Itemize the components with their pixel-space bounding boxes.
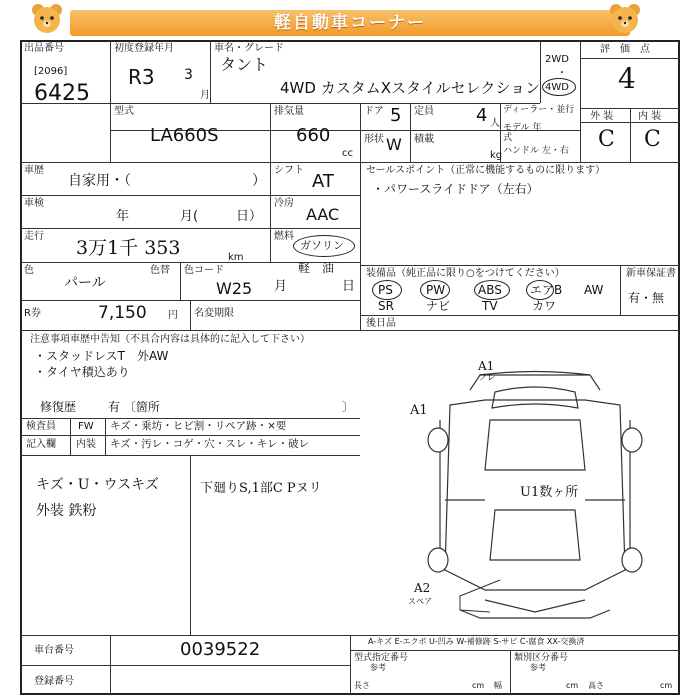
shift: AT bbox=[312, 171, 334, 192]
mileage: 3万1千 353 bbox=[76, 237, 181, 259]
usage-label: 車歴 bbox=[24, 165, 44, 176]
color: パール bbox=[64, 275, 106, 291]
displacement-label: 排気量 bbox=[274, 106, 304, 117]
recycle-unit: 円 bbox=[168, 310, 178, 321]
length-label: 長さ bbox=[354, 681, 370, 690]
color-change-label: 色替 bbox=[150, 265, 170, 276]
inspector-entry-label: 記入欄 bbox=[26, 439, 56, 450]
equipment-sr: SR bbox=[378, 299, 394, 313]
car-name: タント bbox=[220, 55, 269, 74]
car-name-label: 車名・グレード bbox=[214, 43, 284, 54]
4wd-circle-mark bbox=[542, 78, 576, 96]
chassis-number: 0039522 bbox=[180, 639, 261, 660]
capacity-unit: 人 bbox=[490, 118, 500, 129]
header-banner bbox=[0, 0, 700, 40]
rating-value: 4 bbox=[618, 62, 636, 95]
ps-circle-mark bbox=[372, 280, 402, 300]
damage-code-a2: A2 bbox=[414, 581, 431, 595]
exterior-rating: C bbox=[598, 127, 615, 152]
air-conditioner: AAC bbox=[306, 205, 340, 224]
inspector-label: 検査員 bbox=[26, 421, 56, 432]
model-type-label: 型式 bbox=[114, 106, 134, 117]
month-unit: 月 bbox=[200, 90, 210, 101]
fuel-diesel: 軽 油 bbox=[298, 261, 335, 275]
exterior-rating-label: 外 装 bbox=[590, 111, 614, 122]
load-label: 積載 bbox=[414, 134, 434, 145]
handwritten-note: キズ・U・ウスキズ bbox=[36, 477, 159, 493]
lot-number: 6425 bbox=[34, 81, 90, 106]
damage-code-a1: A1 bbox=[410, 403, 428, 418]
color-code: W25 bbox=[216, 279, 253, 298]
type-designation-label: 型式指定番号 bbox=[354, 653, 409, 663]
equipment-aw: AW bbox=[584, 283, 604, 297]
color-code-label: 色コード bbox=[184, 265, 224, 276]
fw-items: キズ・乗坊・ヒビ割・リペア跡・×要 bbox=[110, 420, 287, 432]
doors-label: ドア bbox=[364, 106, 384, 117]
equipment-navi: ナビ bbox=[426, 299, 451, 313]
chassis-number-label: 車台番号 bbox=[34, 645, 74, 656]
damage-legend: A-キズ E-エクボ U-凹み W-補修跡 S-サビ C-腐食 XX-交換済 bbox=[368, 637, 585, 646]
interior-label: 内装 bbox=[76, 439, 96, 450]
page-title: 軽自動車コーナー bbox=[274, 13, 426, 33]
fuel-label: 燃料 bbox=[274, 231, 294, 242]
4wd-label: 4WD bbox=[545, 82, 569, 93]
model-year-label: モデル 年式 bbox=[503, 123, 542, 143]
shape-label: 形状 bbox=[364, 134, 384, 145]
equipment-tv: TV bbox=[482, 299, 498, 313]
rating-label: 評 価 点 bbox=[600, 44, 650, 55]
recycle-fee: 7,150 bbox=[98, 303, 147, 323]
abs-circle-mark bbox=[474, 280, 510, 300]
dealer-label: ディーラー・並行 bbox=[503, 105, 575, 115]
note-item: ・タイヤ積込あり bbox=[34, 365, 130, 379]
fw-label: FW bbox=[78, 421, 94, 432]
handwritten-note: 外装 鉄粉 bbox=[36, 503, 97, 519]
handle-label: ハンドル 左・右 bbox=[503, 146, 569, 156]
height-label: 高さ bbox=[588, 681, 604, 690]
fuel-gasoline: ガソリン bbox=[300, 239, 344, 252]
notes-label: 注意事項車歴中告知（不具合内容は具体的に記入して下さい） bbox=[30, 334, 310, 345]
ac-label: 冷房 bbox=[274, 198, 294, 209]
displacement: 660 bbox=[296, 125, 331, 146]
bear-mascot-icon bbox=[30, 2, 64, 36]
after-delivery-label: 後日品 bbox=[366, 318, 396, 329]
interior-rating-label: 内 装 bbox=[638, 111, 662, 122]
damage-sub-label: フレ bbox=[478, 373, 496, 383]
shape: W bbox=[386, 135, 402, 154]
model-type: LA660S bbox=[150, 125, 219, 146]
handwritten-note: 下廻りS,1部C Pヌリ bbox=[200, 481, 322, 496]
displacement-unit: cc bbox=[342, 148, 353, 159]
first-registration-year: R3 bbox=[128, 65, 155, 89]
doors: 5 bbox=[390, 105, 402, 126]
inspection-label: 車検 bbox=[24, 198, 44, 209]
width-label: 幅 bbox=[494, 681, 502, 690]
mileage-label: 走行 bbox=[24, 231, 44, 242]
shift-label: シフト bbox=[274, 165, 304, 176]
capacity: 4 bbox=[476, 105, 488, 126]
equipment-leather: カワ bbox=[532, 299, 557, 313]
lot-sub-number: [2096] bbox=[34, 66, 68, 77]
equipment-airbag: エアB bbox=[530, 283, 563, 297]
first-registration-label: 初度登録年月 bbox=[114, 43, 174, 54]
interior-rating: C bbox=[644, 127, 661, 152]
2wd-label: 2WD bbox=[545, 54, 569, 65]
registration-number-label: 登録番号 bbox=[34, 676, 74, 687]
color-label: 色 bbox=[24, 265, 34, 276]
sales-point-item: ・パワースライドドア（左右） bbox=[372, 182, 539, 196]
mileage-unit: km bbox=[228, 252, 244, 263]
spare-label: スペア bbox=[408, 597, 432, 606]
load-unit: kg bbox=[490, 150, 503, 161]
equipment-ps: PS bbox=[378, 283, 393, 297]
equipment-label: 装備品（純正品に限り○をつけてください） bbox=[366, 268, 565, 279]
equipment-pw: PW bbox=[426, 283, 446, 297]
sales-points-label: セールスポイント（正常に機能するものに限ります） bbox=[366, 165, 606, 176]
name-change-label: 名変期限 bbox=[194, 308, 234, 319]
repair-history-label: 修復歴 bbox=[40, 400, 77, 414]
repair-history: 有 〔箇所 bbox=[108, 400, 160, 414]
equipment-abs: ABS bbox=[478, 283, 502, 297]
first-registration-month: 3 bbox=[184, 67, 193, 83]
note-item: ・スタッドレスT 外AW bbox=[34, 349, 169, 363]
capacity-label: 定員 bbox=[414, 106, 434, 117]
new-warranty-label: 新車保証書 bbox=[626, 268, 676, 279]
pw-circle-mark bbox=[420, 280, 450, 300]
lot-number-label: 出品番号 bbox=[24, 43, 64, 54]
gasoline-circle-mark bbox=[293, 235, 355, 257]
airbag-circle-mark bbox=[526, 280, 554, 300]
damage-code-a1-front: A1 bbox=[478, 359, 495, 373]
category-number-label: 類別区分番号 bbox=[514, 653, 569, 663]
car-grade: 4WD カスタムXスタイルセレクション bbox=[280, 79, 541, 97]
warranty-values: 有・無 bbox=[628, 291, 665, 305]
recycle-label: R券 bbox=[24, 308, 41, 319]
usage: 自家用・（ bbox=[68, 173, 131, 189]
interior-items: キズ・汚レ・コゲ・穴・スレ・キレ・破レ bbox=[110, 438, 310, 450]
damage-note: U1数ヶ所 bbox=[520, 485, 579, 500]
